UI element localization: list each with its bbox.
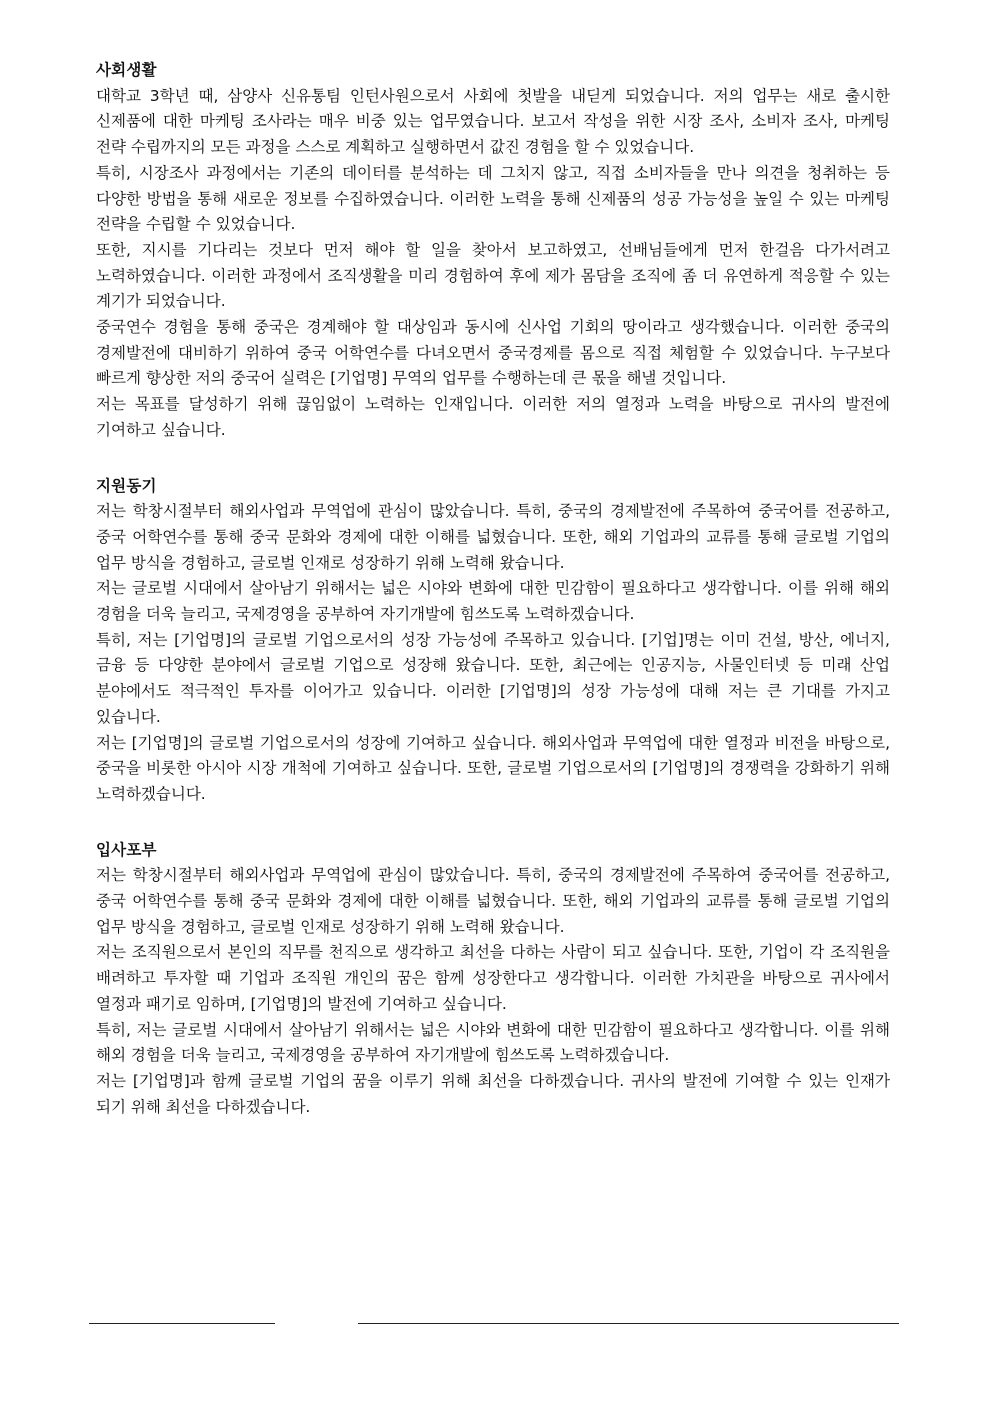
paragraph: 대학교 3학년 때, 삼양사 신유통팀 인턴사원으로서 사회에 첫발을 내딛게 되었습니다. 저의 업무는 새로 출시한 신제품에 대한 마케팅 조사라는 매우 비중 있는 업무였습니다. 보고서 작성을 위한 시장 조사, 소비자 조사, 마케팅 전략 수립까지의 모든 과정을 스스로 계획하고 실행하면서 값진 경험을 할 수 있었습니다. — [96, 86, 890, 157]
section-title-social-life: 사회생활 — [96, 61, 157, 79]
paragraph: 저는 학창시절부터 해외사업과 무역업에 관심이 많았습니다. 특히, 중국의 경제발전에 주목하여 중국어를 전공하고, 중국 어학연수를 통해 중국 문화와 경제에 대한 이해를 넓혔습니다. 또한, 해외 기업과의 교류를 통해 글로벌 기업의 업무 방식을 경험하고, 글로벌 인재로 성장하기 위해 노력해 왔습니다. — [96, 866, 890, 936]
paragraph: 저는 글로벌 시대에서 살아남기 위해서는 넓은 시야와 변화에 대한 민감함이 필요하다고 생각합니다. 이를 위해 해외 경험을 더욱 늘리고, 국제경영을 공부하여 자기개발에 힘쓰도록 노력하겠습니다. — [96, 579, 890, 624]
paragraph: 저는 목표를 달성하기 위해 끊임없이 노력하는 인재입니다. 이러한 저의 열정과 노력을 바탕으로 귀사의 발전에 기여하고 싶습니다. — [96, 395, 890, 439]
section-motivation — [96, 474, 890, 808]
paragraph: 저는 학창시절부터 해외사업과 무역업에 관심이 많았습니다. 특히, 중국의 경제발전에 주목하여 중국어를 전공하고, 중국 어학연수를 통해 중국 문화와 경제에 대한 이해를 넓혔습니다. 또한, 해외 기업과의 교류를 통해 글로벌 기업의 업무 방식을 경험하고, 글로벌 인재로 성장하기 위해 노력해 왔습니다. — [96, 502, 890, 572]
section-title-aspiration: 입사포부 — [96, 840, 157, 859]
section-social-life — [96, 58, 890, 444]
paragraph: 특히, 저는 글로벌 시대에서 살아남기 위해서는 넓은 시야와 변화에 대한 민감함이 필요하다고 생각합니다. 이를 위해 해외 경험을 더욱 늘리고, 국제경영을 공부하여 자기개발에 힘쓰도록 노력하겠습니다. — [96, 1020, 890, 1065]
footer-rule-left — [89, 1323, 275, 1324]
paragraph: 또한, 지시를 기다리는 것보다 먼저 해야 할 일을 찾아서 보고하였고, 선배님들에게 먼저 한걸음 다가서려고 노력하였습니다. 이러한 과정에서 조직생활을 미리 경험하여 후에 제가 몸담을 조직에 좀 더 유연하게 적응할 수 있는 계기가 되었습니다. — [96, 240, 890, 311]
footer-rule-right — [358, 1323, 899, 1324]
section-title-motivation: 지원동기 — [96, 476, 157, 495]
paragraph: 저는 조직원으로서 본인의 직무를 천직으로 생각하고 최선을 다하는 사람이 되고 싶습니다. 또한, 기업이 각 조직원을 배려하고 투자할 때 기업과 조직원 개인의 꿈은 함께 성장한다고 생각합니다. 이러한 가치관을 바탕으로 귀사에서 열정과 패기로 임하며, [기업명]의 발전에 기여하고 싶습니다. — [96, 943, 890, 1013]
paragraph: 특히, 시장조사 과정에서는 기존의 데이터를 분석하는 데 그치지 않고, 직접 소비자들을 만나 의견을 청취하는 등 다양한 방법을 통해 새로운 정보를 수집하였습니다. 이러한 노력을 통해 신제품의 성공 가능성을 높일 수 있는 마케팅 전략을 수립할 수 있었습니다. — [96, 163, 890, 234]
document-page — [96, 58, 890, 1120]
section-aspiration — [96, 838, 890, 1121]
paragraph: 저는 [기업명]과 함께 글로벌 기업의 꿈을 이루기 위해 최선을 다하겠습니다. 귀사의 발전에 기여할 수 있는 인재가 되기 위해 최선을 다하겠습니다. — [96, 1071, 890, 1116]
paragraph: 특히, 저는 [기업명]의 글로벌 기업으로서의 성장 가능성에 주목하고 있습니다. [기업]명는 이미 건설, 방산, 에너지, 금융 등 다양한 분야에서 글로벌 기업으로 성장해 왔습니다. 또한, 최근에는 인공지능, 사물인터넷 등 미래 산업 분야에서도 적극적인 투자를 이어가고 있습니다. 이러한 [기업명]의 성장 가능성에 대해 저는 큰 기대를 가지고 있습니다. — [96, 630, 890, 726]
paragraph: 중국연수 경험을 통해 중국은 경계해야 할 대상임과 동시에 신사업 기회의 땅이라고 생각했습니다. 이러한 중국의 경제발전에 대비하기 위하여 중국 어학연수를 다녀오면서 중국경제를 몸으로 직접 체험할 수 있었습니다. 누구보다 빠르게 향상한 저의 중국어 실력은 [기업명] 무역의 업무를 수행하는데 큰 몫을 해낼 것입니다. — [96, 318, 890, 388]
paragraph: 저는 [기업명]의 글로벌 기업으로서의 성장에 기여하고 싶습니다. 해외사업과 무역업에 대한 열정과 비전을 바탕으로, 중국을 비롯한 아시아 시장 개척에 기여하고 싶습니다. 또한, 글로벌 기업으로서의 [기업명]의 경쟁력을 강화하기 위해 노력하겠습니다. — [96, 733, 890, 803]
